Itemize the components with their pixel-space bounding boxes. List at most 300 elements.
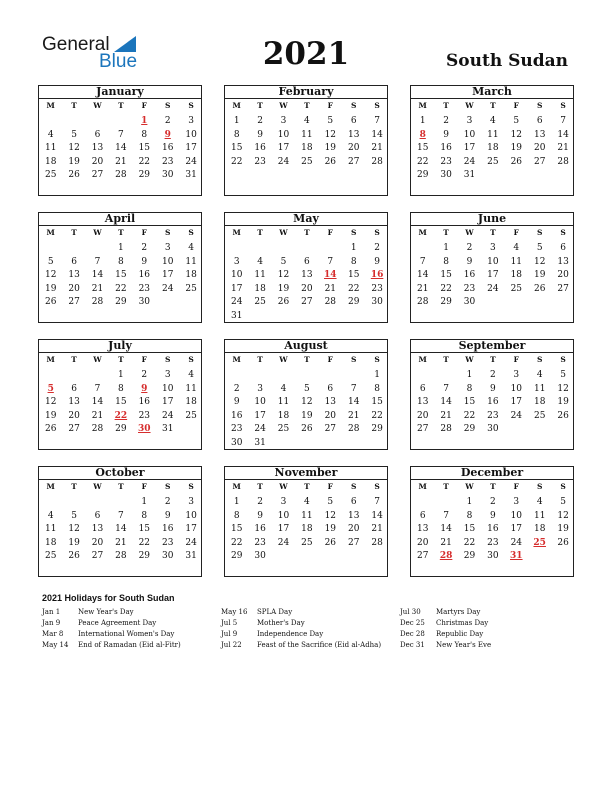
day-cell: 14 <box>440 524 452 534</box>
day-cell: 8 <box>118 256 124 267</box>
day-cell: 16 <box>230 410 243 421</box>
day-cell: 12 <box>44 397 57 407</box>
day-cell: 17 <box>161 397 174 407</box>
day-cell: 3 <box>188 116 194 126</box>
holiday-date: Jul 22 <box>221 641 242 649</box>
weekday-header: W <box>279 482 288 491</box>
day-cell: 30 <box>161 170 174 180</box>
month-december <box>410 466 574 577</box>
day-cell: 5 <box>71 129 77 140</box>
day-cell: 24 <box>161 410 174 421</box>
day-cell: 7 <box>118 510 124 521</box>
day-cell: 17 <box>510 397 523 407</box>
day-cell: 4 <box>47 129 54 140</box>
day-cell: 6 <box>94 129 101 140</box>
day-cell: 22 <box>463 410 476 421</box>
day-cell: 26 <box>44 424 57 434</box>
weekday-header: W <box>465 482 474 491</box>
day-cell: 27 <box>68 424 80 434</box>
weekday-header: F <box>327 101 333 110</box>
weekday-header: T <box>257 228 263 237</box>
day-cell: 12 <box>324 510 337 521</box>
weekday-header: T <box>118 355 124 364</box>
day-cell: 27 <box>68 297 80 307</box>
day-cell: 15 <box>463 524 476 534</box>
day-cell: 5 <box>47 256 54 267</box>
weekday-header: S <box>374 228 380 237</box>
holiday-name: Mother's Day <box>257 619 305 627</box>
holiday-name: Republic Day <box>436 630 484 638</box>
day-cell: 18 <box>185 270 197 280</box>
day-cell: 19 <box>68 156 80 167</box>
day-cell: 8 <box>374 383 380 394</box>
day-cell: 27 <box>347 537 360 548</box>
day-cell: 21 <box>115 537 127 548</box>
day-cell: 20 <box>68 283 80 294</box>
weekday-header: T <box>304 228 310 237</box>
day-cell: 15 <box>230 524 243 534</box>
day-cell: 1 <box>118 370 124 380</box>
month-june <box>410 212 574 323</box>
day-cell: 26 <box>557 410 569 421</box>
holiday-date: May 14 <box>42 641 69 649</box>
weekday-header: W <box>465 101 474 110</box>
day-cell: 8 <box>233 510 240 521</box>
holiday-day-cell: 5 <box>47 383 54 394</box>
month-november <box>224 466 388 577</box>
weekday-header: T <box>71 482 77 491</box>
holiday-name: New Year's Day <box>78 608 134 616</box>
weekday-header: S <box>374 101 380 110</box>
day-cell: 10 <box>463 129 476 140</box>
day-cell: 14 <box>371 129 383 140</box>
day-cell: 8 <box>141 129 148 140</box>
day-cell: 10 <box>185 510 197 521</box>
day-cell: 7 <box>443 510 449 521</box>
day-cell: 27 <box>557 283 569 294</box>
day-cell: 20 <box>324 410 337 421</box>
day-cell: 10 <box>277 510 290 521</box>
weekday-header: T <box>490 355 496 364</box>
day-cell: 3 <box>490 243 496 253</box>
day-cell: 27 <box>416 424 429 434</box>
holiday-date: Mar 8 <box>42 630 64 638</box>
day-cell: 20 <box>91 537 104 548</box>
day-cell: 2 <box>257 116 263 126</box>
day-cell: 13 <box>557 256 569 267</box>
day-cell: 15 <box>463 397 476 407</box>
day-cell: 13 <box>416 524 429 534</box>
day-cell: 28 <box>371 156 383 167</box>
day-cell: 11 <box>510 256 523 267</box>
day-cell: 17 <box>487 270 499 280</box>
day-cell: 25 <box>254 297 266 307</box>
weekday-header: F <box>513 482 519 491</box>
day-cell: 23 <box>254 156 266 167</box>
day-cell: 26 <box>324 156 337 167</box>
day-cell: 22 <box>347 283 360 294</box>
day-cell: 9 <box>233 397 240 407</box>
day-cell: 12 <box>68 524 80 534</box>
month-april <box>38 212 202 323</box>
day-cell: 5 <box>560 370 566 380</box>
day-cell: 2 <box>141 370 148 380</box>
weekday-header: M <box>418 355 427 364</box>
month-name: December <box>411 467 573 480</box>
weekday-header: F <box>513 228 519 237</box>
day-cell: 6 <box>304 256 310 267</box>
day-cell: 28 <box>371 537 383 548</box>
day-cell: 1 <box>233 116 240 126</box>
weekday-header: T <box>443 228 449 237</box>
day-cell: 4 <box>536 370 543 380</box>
holiday-date: Jul 30 <box>400 608 421 616</box>
day-cell: 22 <box>138 156 151 167</box>
day-cell: 11 <box>487 129 499 140</box>
day-cell: 8 <box>443 256 449 267</box>
day-cell: 13 <box>416 397 429 407</box>
day-cell: 29 <box>115 297 127 307</box>
month-name: July <box>39 340 201 353</box>
day-cell: 17 <box>185 143 197 153</box>
day-cell: 7 <box>374 116 380 126</box>
day-cell: 4 <box>188 370 194 380</box>
weekday-header: S <box>536 482 543 491</box>
month-name: January <box>39 86 201 99</box>
day-cell: 7 <box>350 383 357 394</box>
day-cell: 12 <box>557 383 569 394</box>
day-cell: 27 <box>416 551 429 561</box>
day-cell: 9 <box>490 383 496 394</box>
month-august <box>224 339 388 450</box>
day-cell: 11 <box>44 143 57 153</box>
month-name: February <box>225 86 387 99</box>
day-cell: 20 <box>68 410 80 421</box>
holiday-date: Jul 5 <box>221 619 238 627</box>
day-cell: 24 <box>510 537 523 548</box>
day-cell: 6 <box>419 383 426 394</box>
day-cell: 8 <box>118 383 124 394</box>
day-cell: 6 <box>536 116 543 126</box>
logo-general-text: General <box>42 34 110 55</box>
holiday-date: Jan 1 <box>42 608 61 616</box>
weekday-header: M <box>418 101 427 110</box>
weekday-header: W <box>93 482 102 491</box>
weekday-header: M <box>232 228 241 237</box>
day-cell: 7 <box>94 383 101 394</box>
day-cell: 24 <box>161 283 174 294</box>
day-cell: 29 <box>371 424 383 434</box>
month-name: March <box>411 86 573 99</box>
day-cell: 30 <box>138 297 151 307</box>
day-cell: 5 <box>560 497 566 507</box>
day-cell: 26 <box>324 537 337 548</box>
page-title-year: 2021 <box>262 36 350 72</box>
day-cell: 17 <box>230 283 243 294</box>
day-cell: 4 <box>188 243 194 253</box>
weekday-header: S <box>350 101 357 110</box>
day-cell: 26 <box>301 424 313 434</box>
day-cell: 28 <box>557 156 569 167</box>
day-cell: 19 <box>301 410 313 421</box>
day-cell: 1 <box>443 243 449 253</box>
weekday-header: S <box>164 355 171 364</box>
day-cell: 29 <box>138 170 151 180</box>
day-cell: 1 <box>374 370 380 380</box>
day-cell: 1 <box>350 243 357 253</box>
day-cell: 2 <box>257 497 263 507</box>
day-cell: 28 <box>115 551 127 561</box>
day-cell: 12 <box>68 143 80 153</box>
day-cell: 13 <box>301 270 313 280</box>
holiday-day-cell: 14 <box>324 270 337 280</box>
weekday-header: S <box>536 101 543 110</box>
weekday-header: M <box>418 482 427 491</box>
weekday-header: S <box>536 228 543 237</box>
day-cell: 1 <box>141 497 148 507</box>
day-cell: 24 <box>254 424 266 434</box>
day-cell: 25 <box>487 156 499 167</box>
day-cell: 13 <box>533 129 546 140</box>
day-cell: 15 <box>138 524 151 534</box>
day-cell: 5 <box>536 243 543 253</box>
day-cell: 22 <box>463 537 476 548</box>
holiday-date: May 16 <box>221 608 248 616</box>
day-cell: 21 <box>371 524 383 534</box>
day-cell: 20 <box>416 537 429 548</box>
day-cell: 6 <box>71 383 77 394</box>
weekday-header: M <box>232 101 241 110</box>
weekday-header: T <box>257 355 263 364</box>
day-cell: 4 <box>536 497 543 507</box>
day-cell: 24 <box>277 156 290 167</box>
holiday-name: Martyrs Day <box>436 608 481 616</box>
day-cell: 19 <box>533 270 546 280</box>
day-cell: 7 <box>419 256 426 267</box>
day-cell: 8 <box>350 256 357 267</box>
day-cell: 3 <box>513 497 520 507</box>
day-cell: 23 <box>440 156 452 167</box>
day-cell: 18 <box>44 537 57 548</box>
weekday-header: S <box>164 101 171 110</box>
holidays-title: 2021 Holidays for South Sudan <box>42 593 175 603</box>
day-cell: 14 <box>347 397 360 407</box>
day-cell: 4 <box>490 116 496 126</box>
day-cell: 29 <box>138 551 151 561</box>
day-cell: 19 <box>324 524 337 534</box>
holiday-day-cell: 16 <box>370 270 384 280</box>
day-cell: 5 <box>513 116 520 126</box>
day-cell: 13 <box>91 524 104 534</box>
day-cell: 12 <box>557 510 569 521</box>
day-cell: 29 <box>115 424 127 434</box>
day-cell: 30 <box>254 551 266 561</box>
weekday-header: F <box>327 482 333 491</box>
day-cell: 31 <box>254 437 266 448</box>
day-cell: 5 <box>304 383 310 394</box>
day-cell: 20 <box>347 524 360 534</box>
day-cell: 22 <box>230 156 243 167</box>
day-cell: 15 <box>115 397 127 407</box>
day-cell: 29 <box>347 297 360 307</box>
logo-blue-text: Blue <box>99 51 138 72</box>
day-cell: 3 <box>257 383 263 394</box>
day-cell: 11 <box>185 383 197 394</box>
holiday-day-cell: 22 <box>114 410 128 421</box>
day-cell: 15 <box>230 143 243 153</box>
day-cell: 5 <box>327 116 334 126</box>
weekday-header: W <box>465 228 474 237</box>
day-cell: 20 <box>91 156 104 167</box>
holiday-name: International Women's Day <box>78 630 175 638</box>
month-name: April <box>39 213 201 226</box>
day-cell: 24 <box>230 297 243 307</box>
day-cell: 16 <box>161 143 174 153</box>
month-july <box>38 339 202 450</box>
weekday-header: T <box>71 355 77 364</box>
day-cell: 23 <box>487 410 499 421</box>
day-cell: 4 <box>47 510 54 521</box>
day-cell: 6 <box>419 510 426 521</box>
day-cell: 25 <box>44 170 57 180</box>
country-name: South Sudan <box>445 51 568 71</box>
weekday-header: W <box>279 228 288 237</box>
weekday-header: T <box>257 101 263 110</box>
day-cell: 26 <box>557 537 569 548</box>
weekday-header: M <box>232 355 241 364</box>
day-cell: 11 <box>185 256 197 267</box>
weekday-header: F <box>141 228 147 237</box>
day-cell: 17 <box>185 524 197 534</box>
weekday-header: T <box>490 228 496 237</box>
holiday-day-cell: 25 <box>533 537 546 548</box>
day-cell: 25 <box>301 156 313 167</box>
day-cell: 11 <box>533 510 546 521</box>
day-cell: 22 <box>138 537 151 548</box>
day-cell: 9 <box>257 129 263 140</box>
day-cell: 14 <box>557 129 569 140</box>
weekday-header: W <box>279 355 288 364</box>
day-cell: 16 <box>138 270 151 280</box>
weekday-header: T <box>257 482 263 491</box>
holiday-day-cell: 9 <box>141 383 148 394</box>
day-cell: 15 <box>416 143 429 153</box>
day-cell: 6 <box>327 383 334 394</box>
day-cell: 3 <box>280 497 287 507</box>
weekday-header: F <box>327 228 333 237</box>
day-cell: 29 <box>230 551 243 561</box>
day-cell: 9 <box>164 510 171 521</box>
day-cell: 5 <box>280 256 287 267</box>
weekday-header: F <box>141 355 147 364</box>
day-cell: 3 <box>164 243 171 253</box>
day-cell: 26 <box>533 283 546 294</box>
day-cell: 19 <box>44 410 57 421</box>
day-cell: 13 <box>347 510 360 521</box>
day-cell: 16 <box>487 524 499 534</box>
day-cell: 18 <box>487 143 499 153</box>
day-cell: 12 <box>44 270 57 280</box>
day-cell: 10 <box>487 256 499 267</box>
day-cell: 2 <box>141 243 148 253</box>
day-cell: 9 <box>466 256 473 267</box>
day-cell: 2 <box>490 497 496 507</box>
weekday-header: S <box>536 355 543 364</box>
day-cell: 15 <box>115 270 127 280</box>
day-cell: 28 <box>91 297 104 307</box>
holiday-day-cell: 8 <box>419 129 426 140</box>
day-cell: 28 <box>324 297 337 307</box>
day-cell: 27 <box>301 297 313 307</box>
day-cell: 20 <box>533 143 546 153</box>
holiday-date: Dec 25 <box>400 619 425 627</box>
day-cell: 10 <box>510 510 523 521</box>
day-cell: 23 <box>371 283 383 294</box>
day-cell: 25 <box>533 410 546 421</box>
weekday-header: M <box>46 482 55 491</box>
day-cell: 17 <box>161 270 174 280</box>
day-cell: 3 <box>513 370 520 380</box>
day-cell: 23 <box>487 537 499 548</box>
weekday-header: S <box>560 228 566 237</box>
weekday-header: W <box>93 355 102 364</box>
day-cell: 14 <box>416 270 429 280</box>
holiday-name: End of Ramadan (Eid al-Fitr) <box>78 641 181 649</box>
day-cell: 25 <box>44 551 57 561</box>
weekday-header: M <box>46 228 55 237</box>
day-cell: 1 <box>466 497 473 507</box>
day-cell: 18 <box>510 270 523 280</box>
day-cell: 19 <box>557 397 569 407</box>
day-cell: 10 <box>230 270 243 280</box>
day-cell: 25 <box>277 424 290 434</box>
day-cell: 27 <box>91 170 104 180</box>
day-cell: 19 <box>510 143 523 153</box>
day-cell: 21 <box>324 283 337 294</box>
day-cell: 31 <box>463 170 476 180</box>
day-cell: 6 <box>71 256 77 267</box>
day-cell: 30 <box>371 297 383 307</box>
day-cell: 25 <box>185 410 197 421</box>
day-cell: 29 <box>463 424 476 434</box>
month-october <box>38 466 202 577</box>
day-cell: 10 <box>161 383 174 394</box>
weekday-header: S <box>350 355 357 364</box>
day-cell: 15 <box>347 270 360 280</box>
day-cell: 6 <box>350 497 357 507</box>
holiday-name: SPLA Day <box>257 608 293 616</box>
day-cell: 11 <box>301 510 313 521</box>
holiday-name: New Year's Eve <box>436 641 492 649</box>
day-cell: 21 <box>91 283 104 294</box>
day-cell: 31 <box>230 310 243 321</box>
day-cell: 30 <box>487 551 499 561</box>
day-cell: 4 <box>304 116 310 126</box>
day-cell: 2 <box>443 116 449 126</box>
day-cell: 27 <box>347 156 360 167</box>
weekday-header: T <box>118 482 124 491</box>
month-name: November <box>225 467 387 480</box>
day-cell: 11 <box>533 383 546 394</box>
day-cell: 16 <box>440 143 452 153</box>
day-cell: 16 <box>138 397 151 407</box>
day-cell: 27 <box>91 551 104 561</box>
holiday-name: Independence Day <box>257 630 324 638</box>
day-cell: 9 <box>374 256 380 267</box>
weekday-header: T <box>443 482 449 491</box>
day-cell: 14 <box>440 397 452 407</box>
day-cell: 22 <box>371 410 383 421</box>
